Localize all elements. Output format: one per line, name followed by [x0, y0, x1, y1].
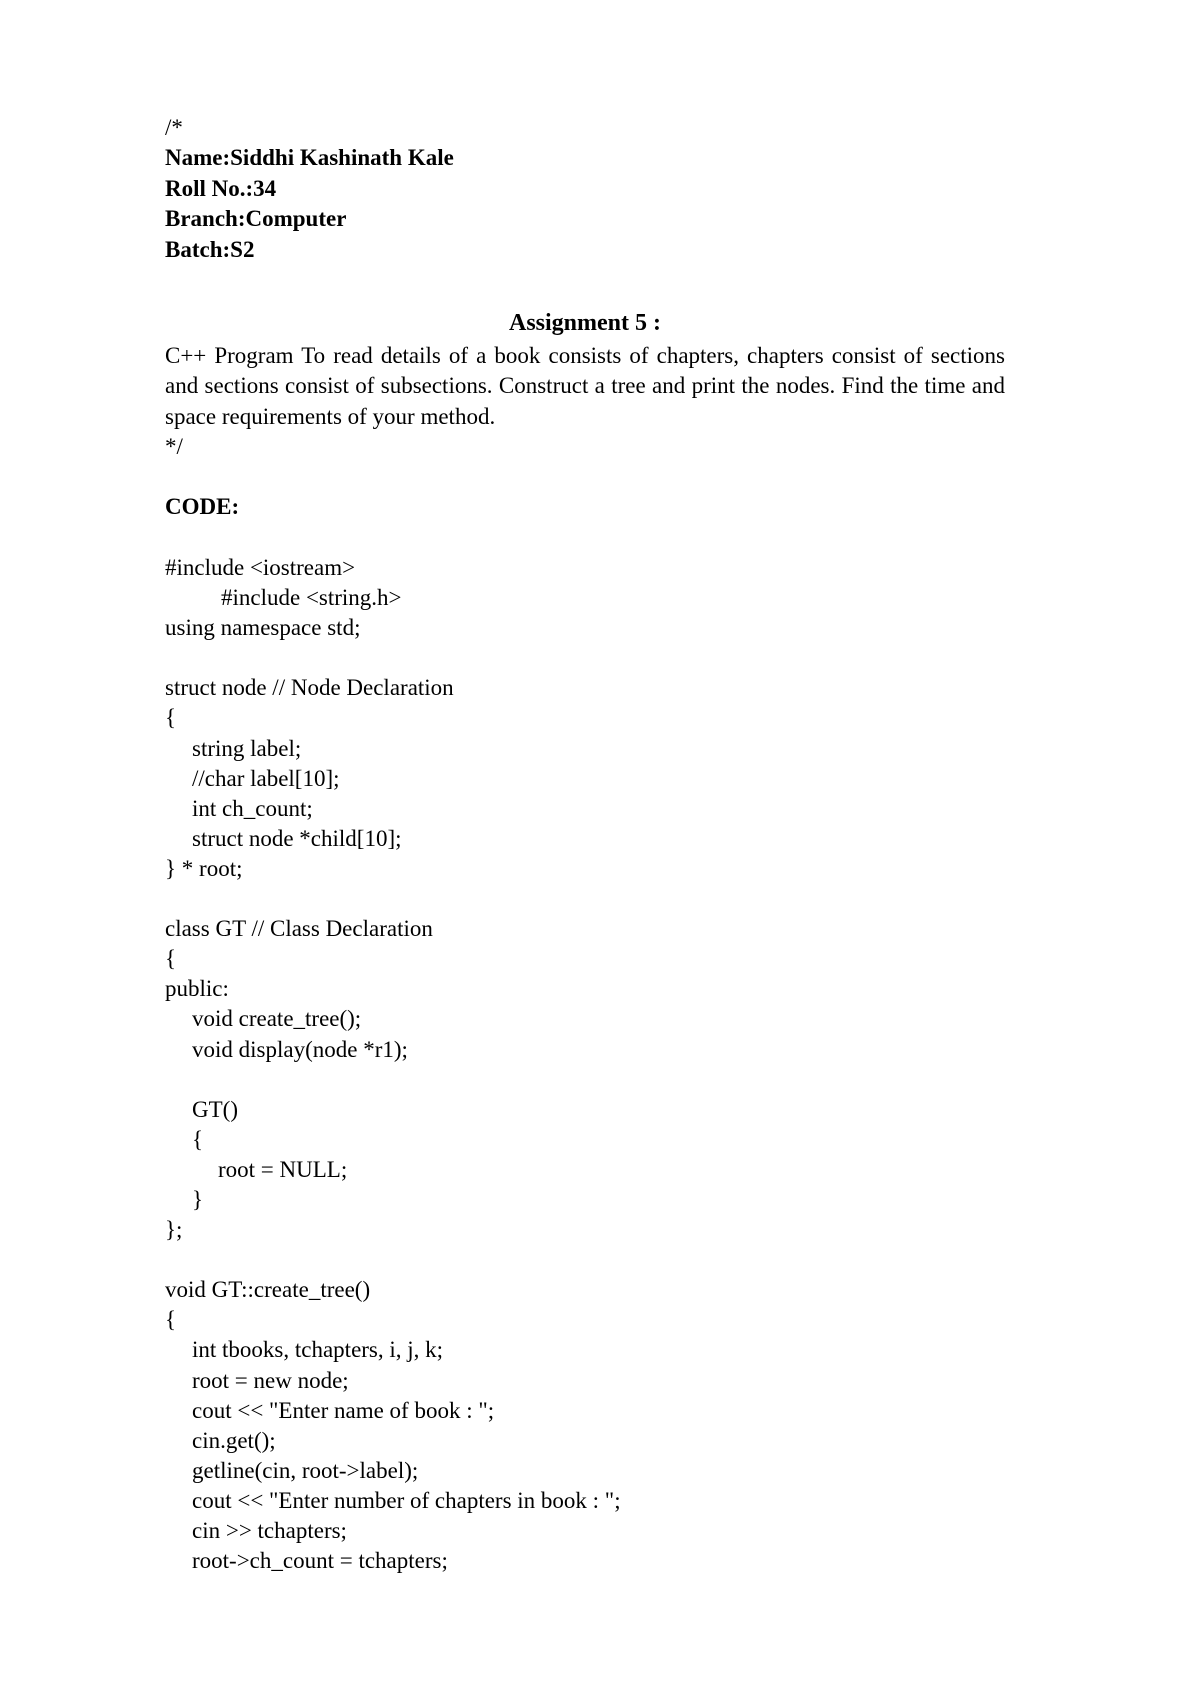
code-line: root->ch_count = tchapters;: [192, 1548, 448, 1574]
assignment-title: Assignment 5 :: [508, 310, 661, 336]
code-line: root = NULL;: [218, 1156, 348, 1182]
code-line: string label;: [192, 735, 302, 761]
code-line: #include <string.h>: [221, 585, 402, 611]
code-line: [165, 1245, 1025, 1275]
code-line: cin.get();: [192, 1427, 276, 1453]
code-line: class GT // Class Declaration: [165, 916, 433, 942]
assignment-description: C++ Program To read details of a book consists of chapters, chapters consist of sections and sections consist of subsections. Construct a tree and print the nodes. Find the time and space requirements of your method.: [165, 343, 1005, 429]
batch: Batch:S2: [165, 236, 255, 262]
code-label: CODE:: [165, 494, 240, 519]
code-line: struct node *child[10];: [192, 825, 402, 851]
code-line: //char label[10];: [192, 765, 340, 791]
code-line: getline(cin, root->label);: [192, 1457, 419, 1483]
code-line: {: [165, 705, 177, 731]
code-line: }: [192, 1186, 204, 1212]
branch: Branch:Computer: [165, 206, 347, 232]
student-name: Name:Siddhi Kashinath Kale: [165, 145, 454, 171]
code-line: struct node // Node Declaration: [165, 675, 454, 701]
comment-open: /*: [165, 115, 183, 140]
code-listing: [165, 553, 1025, 1576]
code-line: void GT::create_tree(): [165, 1277, 371, 1303]
code-line: GT(): [192, 1096, 238, 1122]
code-line: cout << "Enter name of book : ";: [192, 1397, 495, 1423]
code-line: };: [165, 1217, 183, 1243]
code-line: [165, 1065, 1025, 1095]
code-line: int tbooks, tchapters, i, j, k;: [192, 1337, 444, 1363]
code-line: } * root;: [165, 855, 243, 881]
code-line: {: [192, 1126, 204, 1152]
student-header: [165, 113, 1005, 265]
code-line: root = new node;: [192, 1367, 349, 1393]
code-line: cin >> tchapters;: [192, 1518, 347, 1543]
code-line: #include <iostream>: [165, 555, 356, 580]
code-line: void display(node *r1);: [192, 1036, 408, 1062]
code-line: {: [165, 946, 177, 972]
code-line: void create_tree();: [192, 1006, 362, 1032]
comment-close: */: [165, 434, 183, 459]
code-line: [165, 643, 1025, 673]
code-line: public:: [165, 976, 229, 1002]
code-line: cout << "Enter number of chapters in book : ";: [192, 1487, 621, 1513]
roll-number: Roll No.:34: [165, 175, 277, 201]
code-line: using namespace std;: [165, 615, 361, 641]
code-line: {: [165, 1307, 177, 1333]
code-line: [165, 884, 1025, 914]
code-line: int ch_count;: [192, 795, 313, 821]
